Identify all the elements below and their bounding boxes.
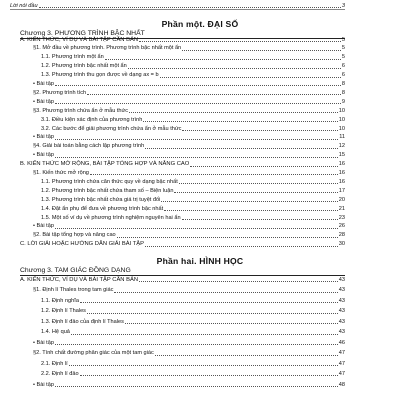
toc-entry-page: 48: [338, 381, 345, 388]
toc-entry-title: B. KIẾN THỨC MỞ RỘNG, BÀI TẬP TỔNG HỢP VÀ NÂNG CAO: [20, 161, 190, 168]
toc-entry-title: 1.3. Phương trình bậc nhất chứa giá trị tuyệt đối: [41, 196, 161, 203]
toc-entry-page: 16: [338, 161, 345, 168]
toc-entry[interactable]: [0, 368, 400, 378]
toc-entry-page: 6: [341, 72, 345, 79]
toc-entry[interactable]: [0, 316, 400, 326]
toc-entry-page: 9: [341, 98, 345, 105]
toc-entry-title: 1.1. Phương trình chứa căn thức quy về dạng bậc nhất: [41, 178, 178, 185]
toc-entry-page: 23: [338, 214, 345, 221]
toc-entry-page: 30: [338, 241, 345, 248]
toc-entry-title: §2. Phương trình tích: [33, 89, 87, 96]
toc-entry[interactable]: [0, 305, 400, 315]
toc-entry-title: 1.3. Định lí đảo của định lí Thales: [41, 318, 124, 325]
leader-dots: [125, 323, 338, 324]
toc-entry[interactable]: [0, 284, 400, 294]
toc-entry-intro[interactable]: [0, 0, 400, 10]
toc-entry[interactable]: [0, 379, 400, 389]
toc-entry-title: 1.3. Phương trình thu gọn được về dạng ax = b: [41, 72, 159, 79]
toc-entry-page: 47: [338, 360, 345, 367]
leader-dots: [155, 355, 338, 356]
toc-entry-title: §3. Phương trình chứa ẩn ở mẫu thức: [33, 107, 129, 114]
toc-entry-page: 20: [338, 196, 345, 203]
toc-entry-title: C. LỜI GIẢI HOẶC HƯỚNG DẪN GIẢI BÀI TẬP: [20, 241, 144, 248]
part1-chapter-title: Chương 3. PHƯƠNG TRÌNH BẬC NHẤT: [20, 30, 345, 39]
leader-dots: [55, 386, 338, 387]
toc-entry-title: • Bài tập: [33, 81, 54, 87]
toc-entry-title: 1.2. Phương trình bậc nhất chứa tham số – Biện luận: [41, 187, 174, 194]
toc-entry-page: 47: [338, 371, 345, 378]
toc-entry-page: 21: [338, 205, 345, 212]
toc-entry-page: 28: [338, 232, 345, 239]
toc-entry-page: 43: [338, 287, 345, 294]
toc-entry-page: 12: [338, 143, 345, 150]
toc-entry-title: • Bài tập: [33, 134, 54, 141]
toc-entry[interactable]: [0, 274, 400, 284]
part2-title: Phần hai. HÌNH HỌC: [156, 256, 244, 266]
toc-entry-title: 1.5. Một số ví dụ về phương trình nghiệm nguyên hai ẩn: [41, 214, 181, 221]
toc-entry-title: • Bài tập: [33, 98, 54, 105]
toc-entry-page: 8: [341, 81, 345, 87]
toc-entry-title: §4. Giải bài toán bằng cách lập phương trình: [33, 143, 145, 150]
leader-dots: [139, 281, 338, 282]
toc-entry-page: 10: [338, 125, 345, 132]
toc-entry-title: 1.2. Phương trình bậc nhất một ẩn: [41, 63, 127, 70]
toc-entry-title: • Bài tập: [33, 339, 54, 346]
toc-entry-page: 6: [341, 63, 345, 70]
toc-entry-page: 43: [338, 329, 345, 336]
toc-entry-page: 15: [338, 152, 345, 159]
toc-entry[interactable]: [0, 326, 400, 336]
toc-entry-page: 46: [338, 339, 345, 346]
toc-entry-page: 43: [338, 308, 345, 315]
toc-entry-title: Lời nói đầu: [10, 3, 38, 9]
leader-dots: [55, 344, 338, 345]
toc-entry[interactable]: [0, 238, 400, 248]
toc-entry-page: 47: [338, 350, 345, 357]
toc-entry-title: §1. Mở đầu về phương trình. Phương trình bậc nhất một ẩn: [33, 45, 182, 52]
toc-entry-page: 5: [341, 45, 345, 52]
toc-entry-title: §2. Bài tập tổng hợp và nâng cao: [33, 232, 116, 239]
toc-entry-title: • Bài tập: [33, 152, 54, 159]
toc-entry-title: 1.1. Phương trình một ẩn: [41, 54, 104, 61]
toc-entry-title: §1. Kiến thức mở rộng: [33, 170, 89, 176]
toc-entry-page: 5: [341, 36, 345, 43]
toc-entry-title: 3.2. Các bước để giải phương trình chứa ẩn ở mẫu thức: [41, 125, 182, 132]
leader-dots: [80, 302, 338, 303]
toc-entry-title: 3.1. Điều kiện xác định của phương trình: [41, 116, 143, 123]
leader-dots: [80, 375, 338, 376]
toc-entry-title: 2.1. Định lí: [41, 360, 68, 367]
toc-entry-title: §2. Tính chất đường phân giác của một tam giác: [33, 350, 154, 357]
toc-entry-title: §1. Định lí Thales trong tam giác: [33, 287, 114, 294]
toc-entry-page: 8: [341, 89, 345, 96]
toc-entry-page: 16: [338, 178, 345, 185]
toc-entry-title: 1.2. Định lí Thales: [41, 308, 86, 315]
toc-entry-title: A. KIẾN THỨC, VÍ DỤ VÀ BÀI TẬP CĂN BẢN: [20, 277, 139, 283]
leader-dots: [69, 365, 338, 366]
toc-entry-page: 3: [341, 3, 345, 9]
toc-entry-page: 11: [339, 134, 345, 141]
leader-dots: [145, 246, 338, 247]
leader-dots: [39, 7, 341, 8]
toc-entry-page: 5: [341, 54, 345, 61]
toc-entry-title: 1.1. Định nghĩa: [41, 297, 79, 304]
toc-entry-title: 1.4. Đặt ẩn phụ để đưa về phương trình bậc nhất: [41, 205, 164, 212]
toc-entry-title: 1.4. Hệ quả: [41, 329, 70, 336]
toc-entry-page: 17: [338, 187, 345, 194]
toc-entry-title: 2.2. Định lí đảo: [41, 371, 79, 378]
toc-entry[interactable]: [0, 295, 400, 305]
toc-entry-title: • Bài tập: [33, 381, 54, 388]
toc-entry-page: 43: [338, 277, 345, 283]
leader-dots: [71, 334, 338, 335]
toc-entry-page: 43: [338, 318, 345, 325]
toc-entry-page: 10: [338, 107, 345, 114]
leader-dots: [87, 313, 338, 314]
toc-entry[interactable]: [0, 347, 400, 357]
toc-entry-page: 26: [338, 223, 345, 230]
toc-entry[interactable]: [0, 337, 400, 347]
leader-dots: [114, 292, 337, 293]
part2-chapter-title: Chương 3. TAM GIÁC ĐỒNG DẠNG: [20, 267, 345, 276]
toc-entry-page: 16: [338, 170, 345, 176]
toc-entry-page: 10: [338, 116, 345, 123]
toc-entry-title: A. KIẾN THỨC, VÍ DỤ VÀ BÀI TẬP CĂN BẢN: [20, 36, 139, 43]
toc-entry-title: • Bài tập: [33, 223, 54, 230]
toc-entry[interactable]: [0, 358, 400, 368]
toc-entry-page: 43: [338, 297, 345, 304]
part1-title: Phần một. ĐẠI SỐ: [161, 19, 239, 29]
